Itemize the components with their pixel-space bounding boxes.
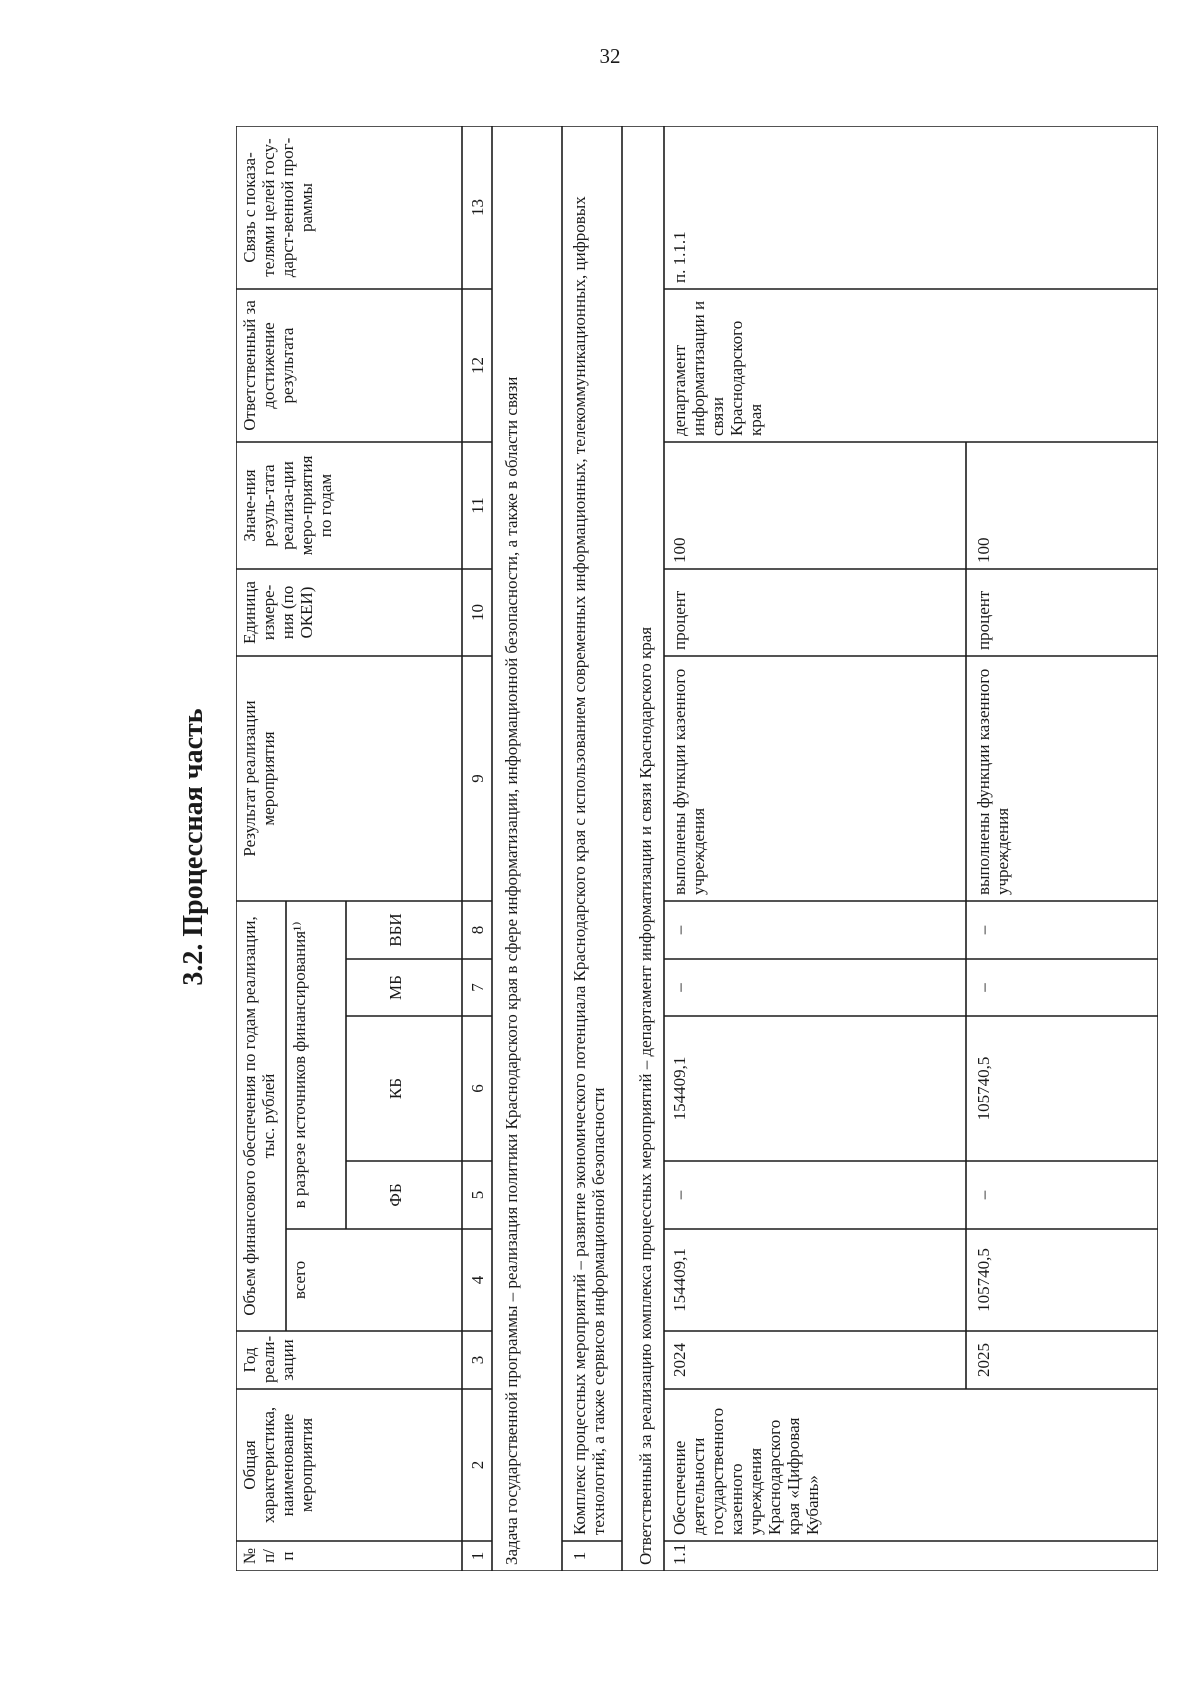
responsible-row: Ответственный за реализацию комплекса процессных мероприятий – департамент информатизации и связи Краснодарского края bbox=[636, 626, 655, 1565]
col-number: 9 bbox=[468, 774, 487, 783]
row-unit: процент bbox=[974, 590, 993, 650]
header-unit: Единица измере-ния (по ОКЕИ) bbox=[240, 581, 316, 644]
complex-row: Комплекс процессных мероприятий – развитие экономического потенциала Краснодарского края с использованием современных информационных, телекоммуникационных, цифровых технологий, а также сервисов информационной безопасности bbox=[570, 196, 608, 1535]
item-responsible: департамент информатизации и связи Краснодарского края bbox=[670, 300, 765, 436]
header-finance: Объем финансового обеспечения по годам реализации, тыс. рублей bbox=[240, 916, 278, 1316]
row-vbi: – bbox=[670, 925, 689, 935]
row-vbi: – bbox=[974, 925, 993, 935]
row-mb: – bbox=[974, 983, 993, 992]
header-sources: в разрезе источников финансирования¹⁾ bbox=[290, 921, 309, 1209]
header-year: Год реали-зации bbox=[240, 1335, 297, 1383]
row-total: 154409,1 bbox=[670, 1248, 689, 1312]
page-number: 32 bbox=[599, 44, 621, 68]
item-name: Обеспечение деятельности государственного казенного учреждения Краснодарского края «Цифровая Кубань» bbox=[670, 1407, 822, 1535]
header-total: всего bbox=[290, 1260, 309, 1300]
header-vbi: ВБИ bbox=[386, 913, 405, 947]
header-value: Значе-ния резуль-тата реализа-ции меро-приятия по годам bbox=[240, 455, 335, 556]
header-fb: ФБ bbox=[386, 1183, 405, 1207]
row-unit: процент bbox=[670, 590, 689, 650]
col-number: 6 bbox=[468, 1084, 487, 1093]
header-name: Общая характеристика, наименование мероприятия bbox=[240, 1406, 316, 1524]
row-kb: 105740,5 bbox=[974, 1056, 993, 1121]
row-fb: – bbox=[670, 1190, 689, 1200]
col-number: 4 bbox=[468, 1275, 487, 1285]
col-number: 7 bbox=[468, 983, 487, 992]
task-row: Задача государственной программы – реализация политики Краснодарского края в сфере информатизации, информационной безопасности, а также в области связи bbox=[502, 376, 521, 1565]
header-result: Результат реализации мероприятия bbox=[240, 700, 278, 857]
process-table bbox=[236, 126, 1158, 1571]
col-number: 11 bbox=[468, 497, 487, 514]
col-number: 12 bbox=[468, 357, 487, 374]
col-number: 5 bbox=[468, 1190, 487, 1200]
row-result: выполнены функции казенного учреждения bbox=[974, 668, 1012, 895]
col-number: 2 bbox=[468, 1460, 487, 1470]
row-year: 2025 bbox=[974, 1343, 993, 1377]
col-number: 13 bbox=[468, 199, 487, 216]
col-number: 3 bbox=[468, 1355, 487, 1365]
col-number: 10 bbox=[468, 604, 487, 621]
row-year: 2024 bbox=[670, 1343, 689, 1377]
section-title: 3.2. Процессная часть bbox=[178, 708, 209, 986]
col-number: 1 bbox=[468, 1551, 487, 1561]
header-link: Связь с показа-телями целей госу-дарст-венной прог-раммы bbox=[240, 137, 316, 278]
row-value: 100 bbox=[670, 537, 689, 563]
header-mb: МБ bbox=[386, 975, 405, 1000]
item-link: п. 1.1.1 bbox=[670, 231, 689, 283]
row-total: 105740,5 bbox=[974, 1248, 993, 1312]
row-value: 100 bbox=[974, 537, 993, 563]
header-num: № п/п bbox=[240, 1547, 297, 1565]
col-number: 8 bbox=[468, 925, 487, 935]
row-kb: 154409,1 bbox=[670, 1056, 689, 1121]
row-result: выполнены функции казенного учреждения bbox=[670, 668, 708, 895]
complex-num: 1 bbox=[570, 1551, 589, 1561]
item-num: 1.1 bbox=[670, 1543, 689, 1565]
header-kb: КБ bbox=[386, 1077, 405, 1100]
header-responsible: Ответственный за достижение результата bbox=[240, 300, 297, 431]
row-mb: – bbox=[670, 983, 689, 992]
row-fb: – bbox=[974, 1190, 993, 1200]
